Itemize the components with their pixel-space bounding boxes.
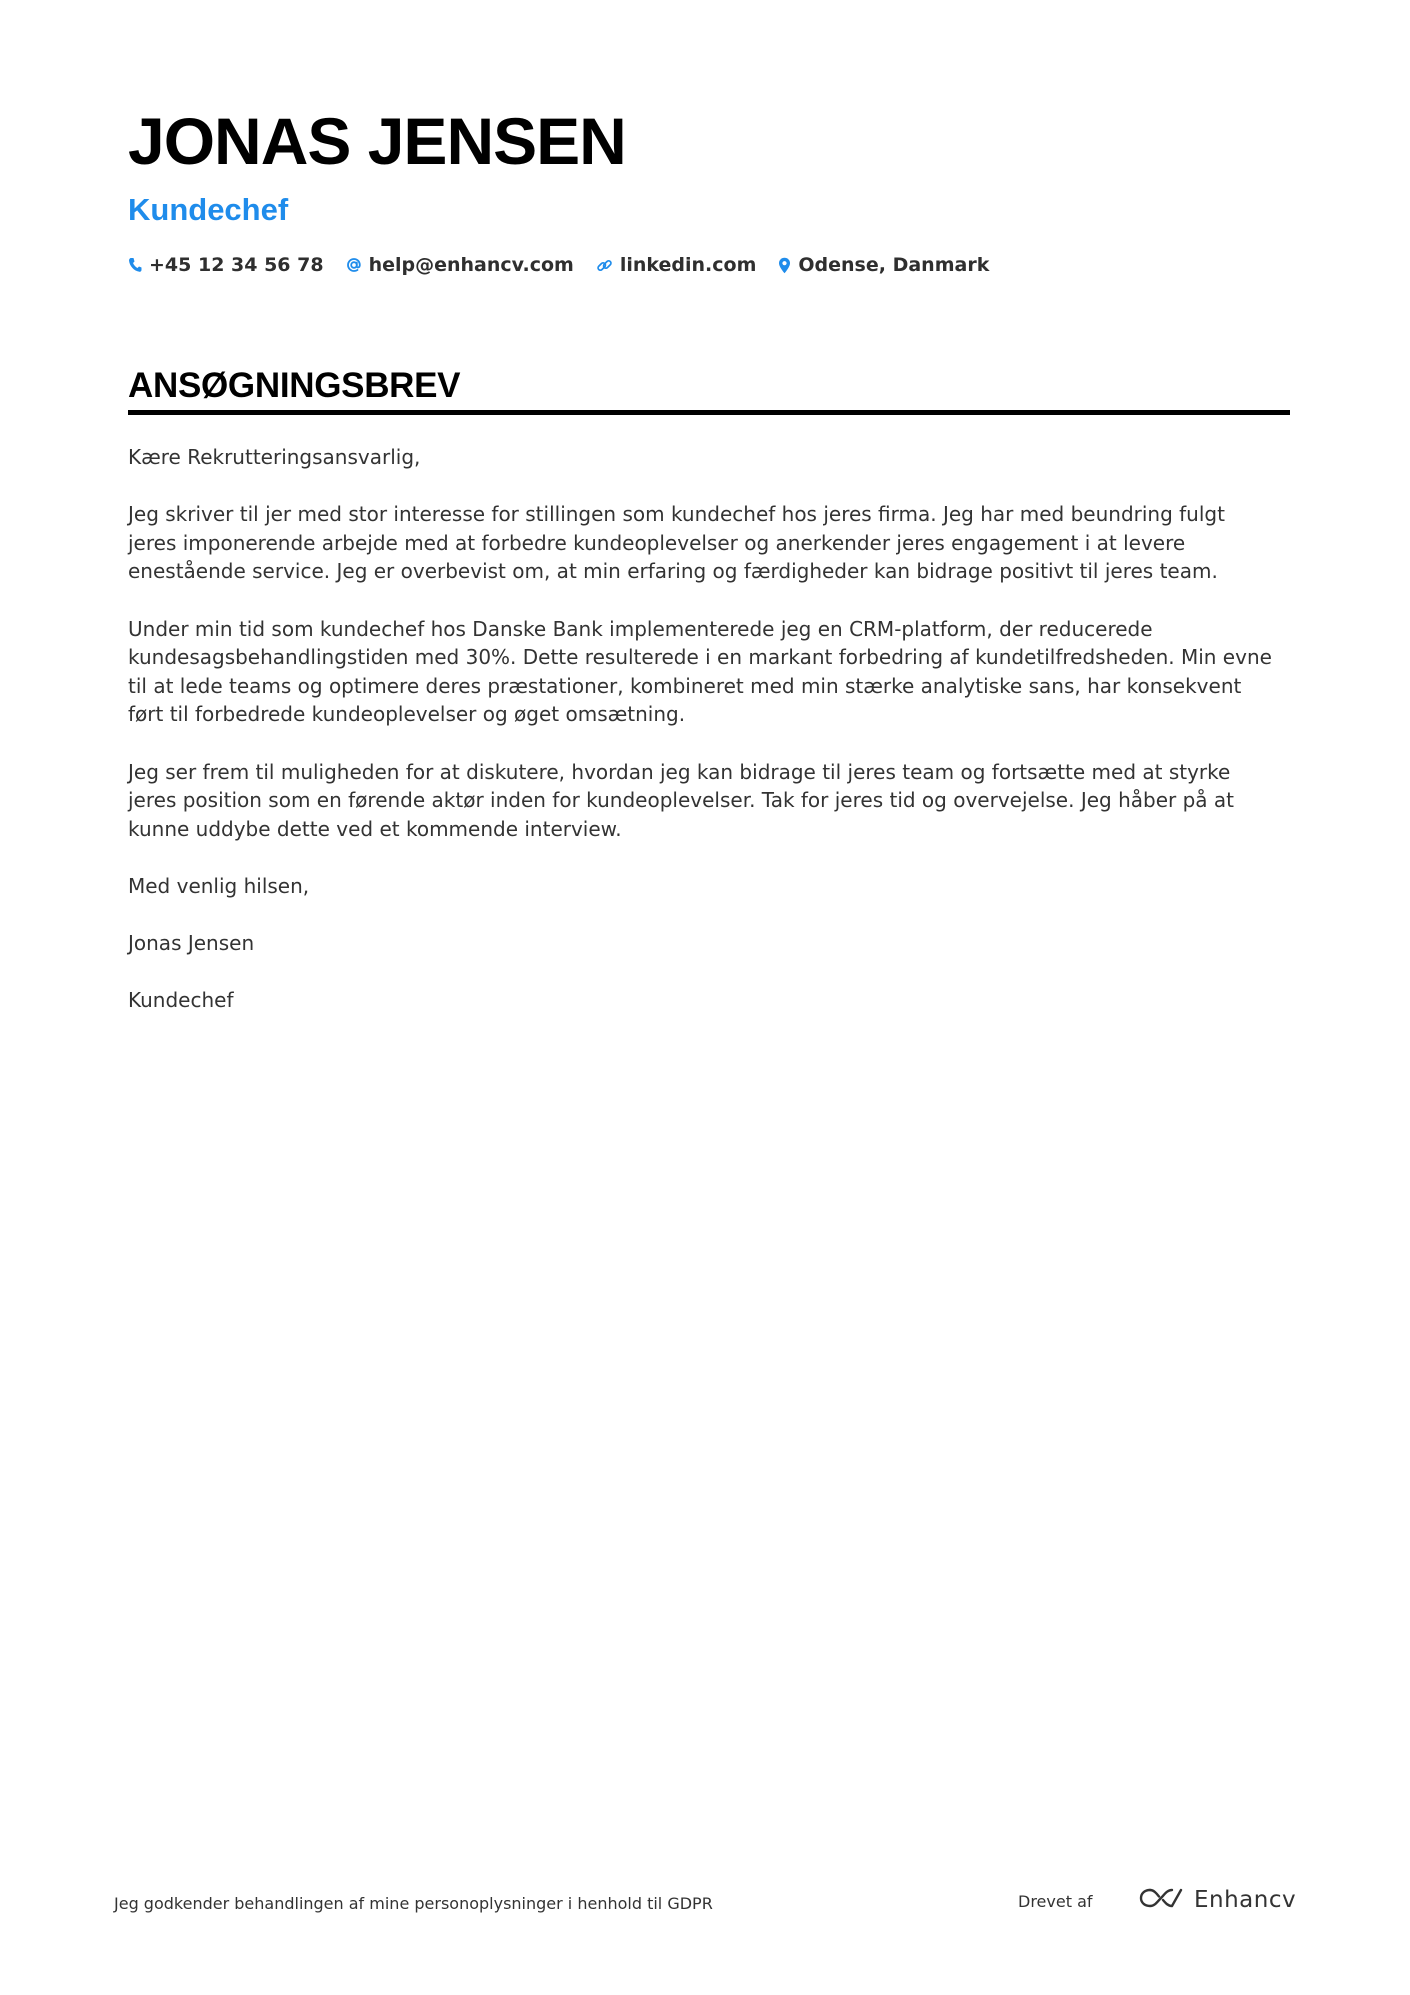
contact-email-text: help@enhancv.com	[368, 254, 574, 276]
letter-closing: Med venlig hilsen,	[128, 873, 310, 898]
contact-email[interactable]	[346, 254, 574, 276]
enhancv-infinity-icon	[1138, 1886, 1184, 1914]
signature-title: Kundechef	[128, 988, 234, 1013]
signature-name: Jonas Jensen	[128, 931, 255, 956]
enhancv-brand-text: Enhancv	[1194, 1887, 1297, 1913]
letter-paragraph: Under min tid som kundechef hos Danske Bank implementerede jeg en CRM-platform, der reducerede kundesagsbehandlingstiden med 30%. Dette resulterede i en markant forbedring af kundetilfredsheden. Min evne til at lede teams og optimere deres præstationer, kombineret med min stærke analytiske sans, har konsekvent ført til forbedrede kundeoplevelser og øget omsætning.	[128, 616, 1272, 727]
link-icon	[596, 257, 613, 274]
enhancv-logo[interactable]	[1138, 1886, 1296, 1914]
letter-body	[128, 443, 1278, 1043]
phone-icon	[128, 257, 142, 273]
letter-paragraph: Jeg skriver til jer med stor interesse for stillingen som kundechef hos jeres firma. Jeg har med beundring fulgt jeres imponerende arbejde med at forbedre kundeoplevelser og anerkender jeres engagement i at levere enestående service. Jeg er overbevist om, at min erfaring og færdigheder kan bidrage positivt til jeres team.	[128, 502, 1225, 584]
contact-phone[interactable]	[128, 254, 324, 276]
at-icon	[346, 257, 362, 273]
gdpr-consent: Jeg godkender behandlingen af mine personoplysninger i henhold til GDPR	[114, 1894, 713, 1913]
contact-location-text: Odense, Danmark	[798, 254, 990, 276]
applicant-role: Kundechef	[128, 192, 289, 227]
contact-linkedin-text: linkedin.com	[619, 254, 757, 276]
applicant-name: JONAS JENSEN	[128, 104, 626, 178]
letter-paragraph: Jeg ser frem til muligheden for at diskutere, hvordan jeg kan bidrage til jeres team og fortsætte med at styrke jeres position som en førende aktør inden for kundeoplevelser. Tak for jeres tid og overvejelse. Jeg håber på at kunne uddybe dette ved et kommende interview.	[128, 759, 1234, 841]
letter-greeting: Kære Rekrutteringsansvarlig,	[128, 445, 421, 469]
contact-bar	[128, 254, 989, 276]
contact-linkedin[interactable]	[596, 254, 757, 276]
contact-phone-text: +45 12 34 56 78	[149, 254, 324, 276]
contact-location	[778, 254, 989, 276]
location-pin-icon	[778, 257, 791, 274]
section-divider	[128, 410, 1290, 415]
section-title: ANSØGNINGSBREV	[128, 366, 461, 405]
powered-by-label: Drevet af	[1018, 1892, 1093, 1911]
